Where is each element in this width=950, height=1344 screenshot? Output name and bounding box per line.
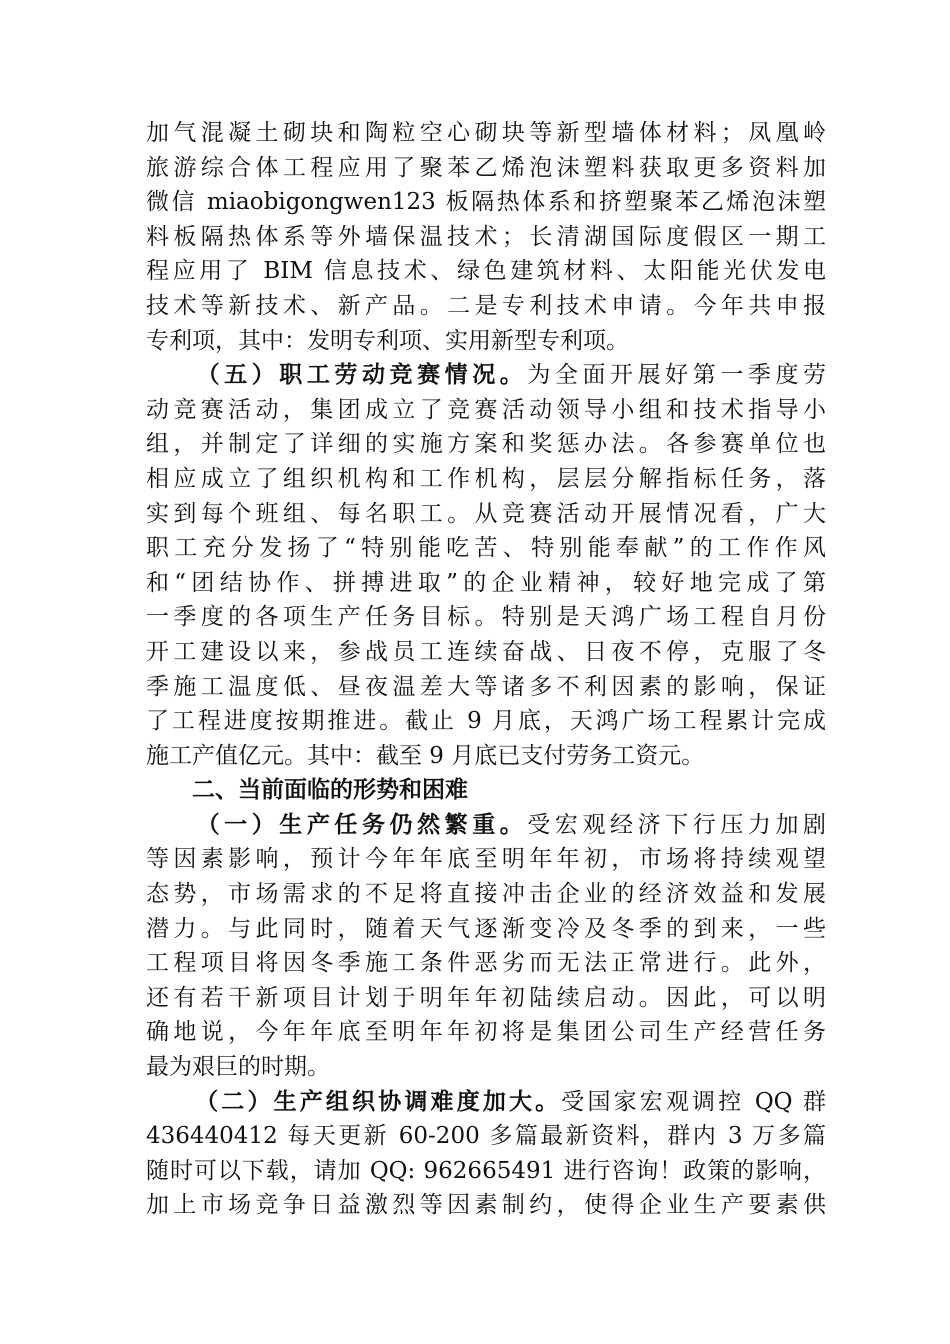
section-5-first-line xyxy=(146,358,826,393)
text-line: 相应成立了组织机构和工作机构，层层分解指标任务，落 xyxy=(146,465,826,492)
text-line: 开工建设以来，参战员工连续奋战、日夜不停，克服了冬 xyxy=(146,638,826,665)
subsection-2-first-text: 受国家宏观调控 QQ 群 xyxy=(561,1088,827,1115)
text-line: 一季度的各项生产任务目标。特别是天鸿广场工程自月份 xyxy=(146,604,826,631)
text-line: 职工充分发扬了“特别能吃苦、特别能奉献”的工作作风 xyxy=(146,535,826,562)
text-line: 微信 miaobigongwen123 板隔热体系和挤塑聚苯乙烯泡沫塑 xyxy=(146,189,826,216)
text-line: 工程项目将因冬季施工条件恶劣而无法正常进行。此外， xyxy=(146,950,826,977)
text-line: 实到每个班组、每名职工。从竞赛活动开展情况看，广大 xyxy=(146,500,826,527)
text-line: 加气混凝土砌块和陶粒空心砌块等新型墙体材料；凤凰岭 xyxy=(146,120,826,146)
text-line: 随时可以下载，请加 QQ: 962665491 进行咨询！政策的影响， xyxy=(146,1157,826,1184)
text-line: 程应用了 BIM 信息技术、绿色建筑材料、太阳能光伏发电 xyxy=(146,258,826,285)
text-line: 和“团结协作、拼搏进取”的企业精神，较好地完成了第 xyxy=(146,569,826,596)
subsection-2-title: （二）生产组织协调难度加大。 xyxy=(192,1087,562,1115)
text-line: 动竞赛活动，集团成立了竞赛活动领导小组和技术指导小 xyxy=(146,396,826,423)
text-line: 技术等新技术、新产品。二是专利技术申请。今年共申报 xyxy=(146,292,826,319)
text-line: 态势，市场需求的不足将直接冲击企业的经济效益和发展 xyxy=(146,881,826,908)
text-line: 季施工温度低、昼夜温差大等诸多不利因素的影响，保证 xyxy=(146,673,826,700)
text-line: 潜力。与此同时，随着天气逐渐变冷及冬季的到来，一些 xyxy=(146,915,826,942)
text-line: 确地说，今年年底至明年年初将是集团公司生产经营任务 xyxy=(146,1019,826,1046)
text-line: 了工程进度按期推进。截止 9 月底，天鸿广场工程累计完成 xyxy=(146,708,826,735)
subsection-1-first-line xyxy=(146,808,826,843)
text-line: 专利项，其中：发明专利项、实用新型专利项。 xyxy=(146,327,629,354)
subsection-2-first-line xyxy=(146,1085,826,1120)
document-body xyxy=(146,116,826,1223)
text-line: 最为艰巨的时期。 xyxy=(146,1054,330,1081)
section-heading: 二、当前面临的形势和困难 xyxy=(192,776,468,804)
text-line: 加上市场竞争日益激烈等因素制约，使得企业生产要素供 xyxy=(146,1192,826,1219)
text-line: 等因素影响，预计今年年底至明年年初，市场将持续观望 xyxy=(146,846,826,873)
section-5-title: （五）职工劳动竞赛情况。 xyxy=(192,361,528,389)
text-line: 料板隔热体系等外墙保温技术；长清湖国际度假区一期工 xyxy=(146,223,826,250)
text-line: 组，并制定了详细的实施方案和奖惩办法。各参赛单位也 xyxy=(146,431,826,458)
section-5-first-text: 为全面开展好第一季度劳 xyxy=(527,362,827,389)
subsection-1-first-text: 受宏观经济下行压力加剧 xyxy=(527,811,827,838)
text-line: 还有若干新项目计划于明年年初陆续启动。因此，可以明 xyxy=(146,984,826,1011)
text-line: 436440412 每天更新 60-200 多篇最新资料，群内 3 万多篇 xyxy=(146,1123,826,1150)
subsection-1-title: （一）生产任务仍然繁重。 xyxy=(192,810,528,838)
text-line: 施工产值亿元。其中：截至 9 月底已支付劳务工资元。 xyxy=(146,742,705,769)
text-line: 旅游综合体工程应用了聚苯乙烯泡沫塑料获取更多资料加 xyxy=(146,154,826,181)
